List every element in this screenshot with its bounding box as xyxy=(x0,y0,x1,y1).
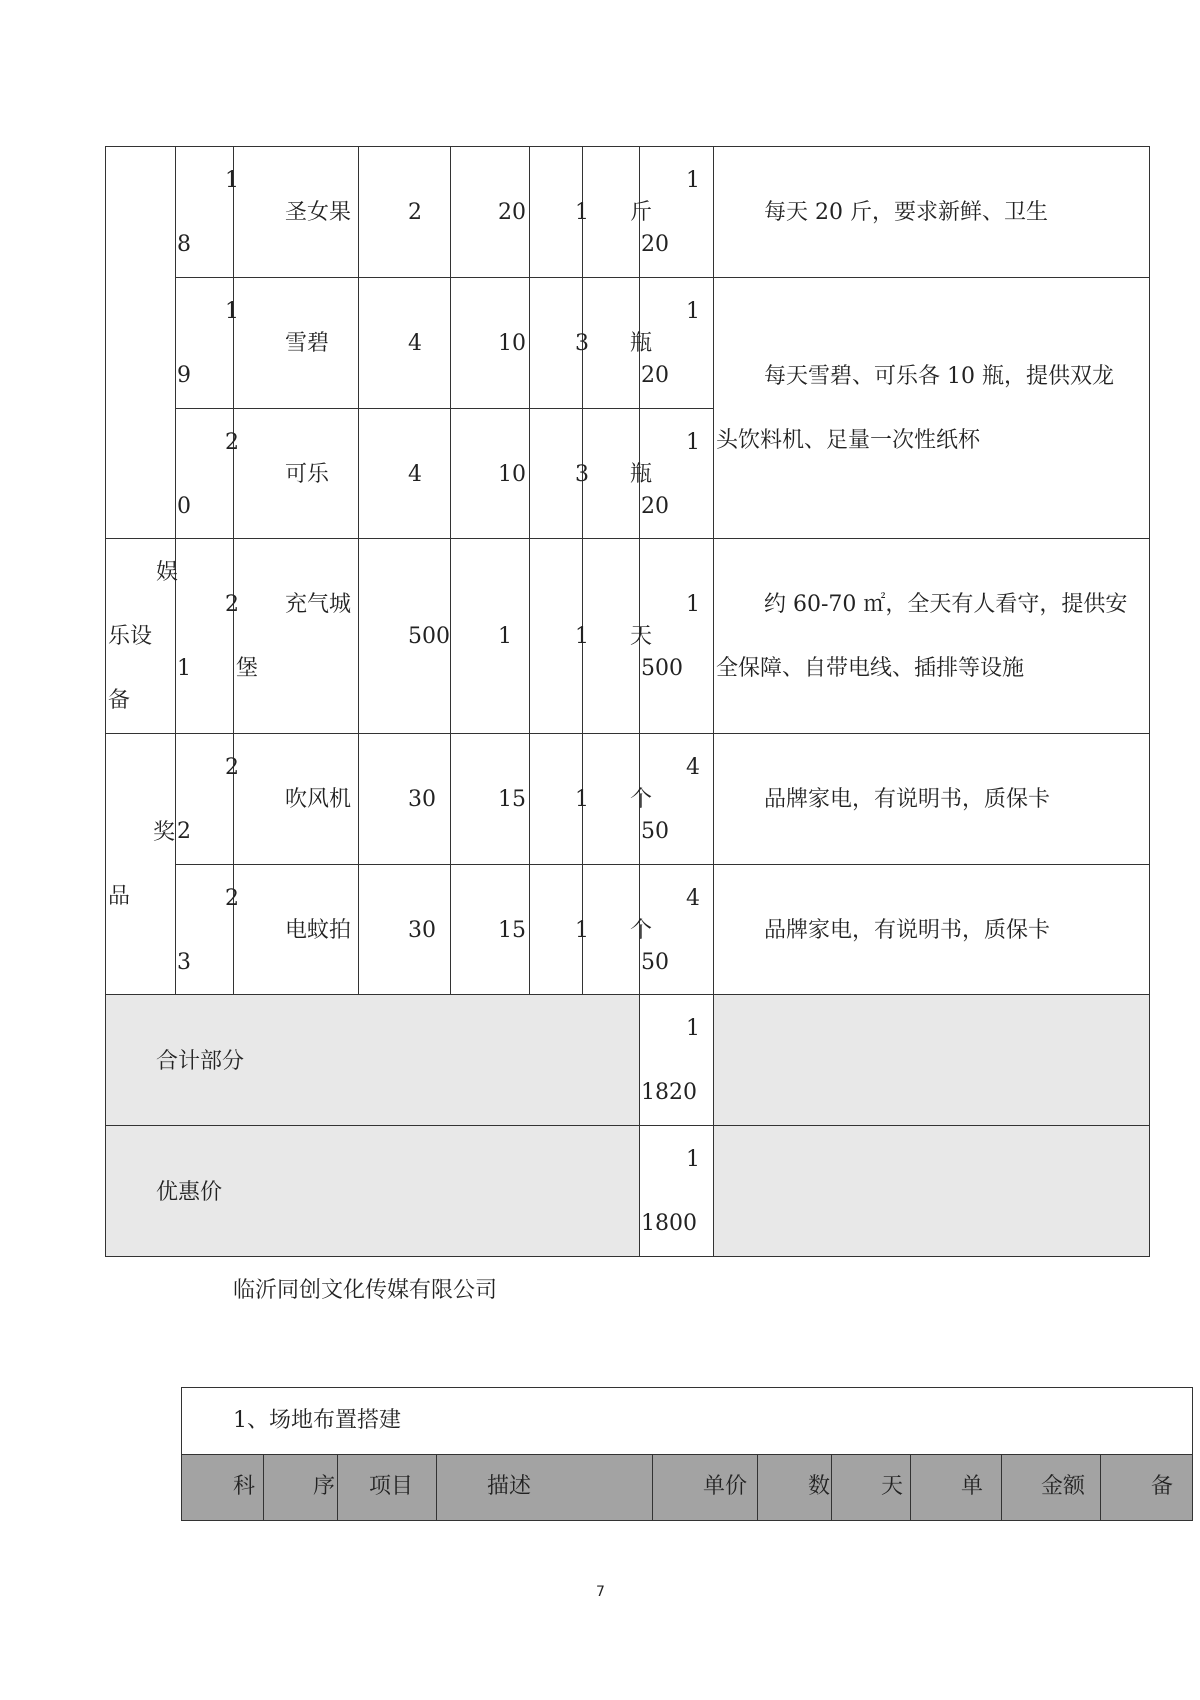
row-item-name: 雪碧 xyxy=(285,331,330,356)
row-days: 3 xyxy=(575,462,589,487)
row-seq-top: 1 xyxy=(225,168,239,193)
row-seq-bottom: 3 xyxy=(177,950,191,975)
drink-note-line2: 头饮料机、足量一次性纸杯 xyxy=(716,428,981,453)
row-amount-bottom: 20 xyxy=(641,232,669,257)
header-unit: 单 xyxy=(961,1474,984,1499)
category-cell-food xyxy=(105,146,176,539)
row-quantity: 20 xyxy=(498,200,526,225)
row-days: 1 xyxy=(575,200,589,225)
row-note: 约 60-70 ㎡，全天有人看守，提供安 xyxy=(764,592,1128,617)
row-seq-bottom: 9 xyxy=(177,363,191,388)
row-amount-bottom: 20 xyxy=(641,363,669,388)
row-amount-bottom: 20 xyxy=(641,494,669,519)
row-seq-bottom: 1 xyxy=(177,656,191,681)
row-unit: 瓶 xyxy=(630,331,653,356)
row-unit-price: 4 xyxy=(408,462,422,487)
row-unit-price: 4 xyxy=(408,331,422,356)
row-unit: 个 xyxy=(630,918,653,943)
row-unit-price: 2 xyxy=(408,200,422,225)
header-unit-price: 单价 xyxy=(703,1474,748,1499)
row-item-name: 可乐 xyxy=(285,462,330,487)
category-entertainment-part1: 娱 xyxy=(156,560,179,585)
discount-amount-bottom: 1800 xyxy=(641,1211,697,1236)
row-seq-bottom: 2 xyxy=(177,819,191,844)
company-name: 临沂同创文化传媒有限公司 xyxy=(233,1278,498,1303)
row-amount-bottom: 50 xyxy=(641,950,669,975)
row-quantity: 10 xyxy=(498,331,526,356)
header-description: 描述 xyxy=(487,1474,532,1499)
row-days: 1 xyxy=(575,624,589,649)
row-note: 每天 20 斤，要求新鲜、卫生 xyxy=(764,200,1048,225)
row-note: 品牌家电，有说明书，质保卡 xyxy=(764,918,1051,943)
header-seq: 序 xyxy=(313,1474,336,1499)
row-note: 品牌家电，有说明书，质保卡 xyxy=(764,787,1051,812)
row-seq-bottom: 0 xyxy=(177,494,191,519)
row-days: 1 xyxy=(575,918,589,943)
row-amount-top: 1 xyxy=(686,430,700,455)
discount-label: 优惠价 xyxy=(156,1180,223,1205)
row-item-name-cont: 堡 xyxy=(236,656,259,681)
row-seq-top: 2 xyxy=(225,592,239,617)
row-amount-top: 1 xyxy=(686,592,700,617)
row-amount-top: 1 xyxy=(686,299,700,324)
row-item-name: 充气城 xyxy=(285,592,352,617)
row-seq-top: 2 xyxy=(225,886,239,911)
row-days: 3 xyxy=(575,331,589,356)
header-amount: 金额 xyxy=(1041,1474,1086,1499)
discount-amount-top: 1 xyxy=(686,1147,700,1172)
header-days: 天 xyxy=(881,1474,904,1499)
row-unit-price: 30 xyxy=(408,787,436,812)
header-item: 项目 xyxy=(369,1474,414,1499)
row-unit: 个 xyxy=(630,787,653,812)
drink-note-line1: 每天雪碧、可乐各 10 瓶，提供双龙 xyxy=(764,364,1114,389)
category-entertainment-part2: 乐设 xyxy=(108,624,153,649)
row-seq-top: 2 xyxy=(225,755,239,780)
row-unit-price: 500 xyxy=(408,624,450,649)
row-quantity: 10 xyxy=(498,462,526,487)
row-amount-top: 1 xyxy=(686,168,700,193)
header-quantity: 数 xyxy=(808,1474,831,1499)
row-quantity: 15 xyxy=(498,787,526,812)
total-amount-bottom: 1820 xyxy=(641,1080,697,1105)
discount-amount-cell xyxy=(639,1125,714,1257)
row-amount-bottom: 50 xyxy=(641,819,669,844)
row-note-cont: 全保障、自带电线、插排等设施 xyxy=(716,656,1025,681)
row-days: 1 xyxy=(575,787,589,812)
row-item-name: 电蚊拍 xyxy=(285,918,352,943)
row-seq-bottom: 8 xyxy=(177,232,191,257)
row-quantity: 15 xyxy=(498,918,526,943)
row-unit: 瓶 xyxy=(630,462,653,487)
category-prize-part2: 品 xyxy=(108,884,131,909)
row-seq-top: 1 xyxy=(225,299,239,324)
header-remark: 备 xyxy=(1151,1474,1174,1499)
total-label: 合计部分 xyxy=(156,1049,245,1074)
row-seq-top: 2 xyxy=(225,430,239,455)
row-unit: 斤 xyxy=(630,200,653,225)
category-cell-prize xyxy=(105,733,176,995)
row-unit: 天 xyxy=(630,624,653,649)
row-item-name: 圣女果 xyxy=(285,200,352,225)
row-amount-bottom: 500 xyxy=(641,656,683,681)
total-amount-top: 1 xyxy=(686,1016,700,1041)
page-number: 7 xyxy=(596,1584,605,1600)
section-title: 1、场地布置搭建 xyxy=(233,1408,401,1433)
row-item-name: 吹风机 xyxy=(285,787,352,812)
row-unit-price: 30 xyxy=(408,918,436,943)
total-amount-cell xyxy=(639,994,714,1126)
header-category: 科 xyxy=(233,1474,256,1499)
category-entertainment-part3: 备 xyxy=(108,688,131,713)
row-quantity: 1 xyxy=(498,624,512,649)
category-prize-part1: 奖 xyxy=(153,820,176,845)
row-amount-top: 4 xyxy=(686,755,700,780)
row-amount-top: 4 xyxy=(686,886,700,911)
